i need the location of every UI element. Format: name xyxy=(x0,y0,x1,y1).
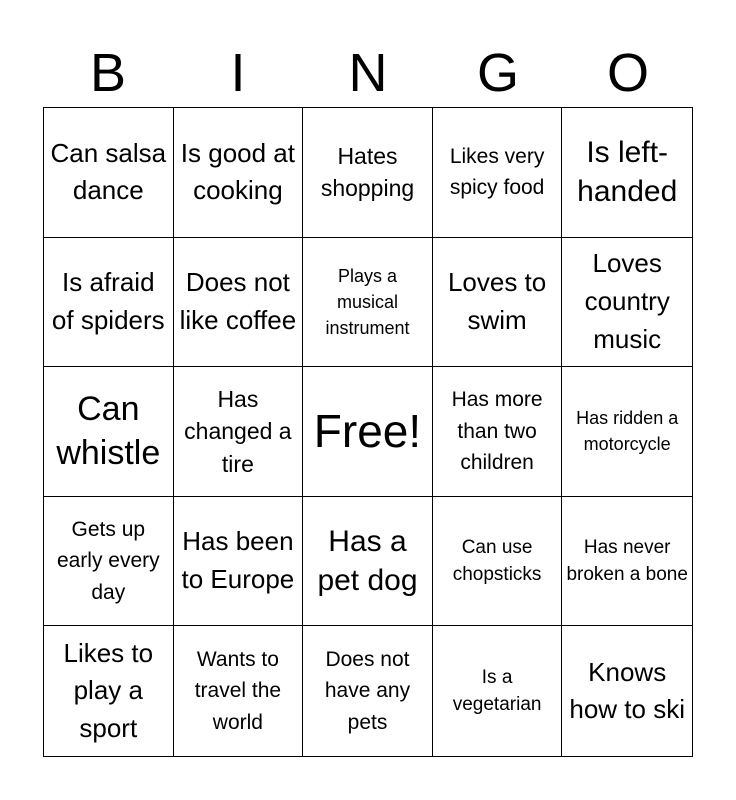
bingo-cell-r3c2[interactable] xyxy=(174,367,304,497)
header-letter-o: O xyxy=(606,43,649,103)
cell-text: Loves country music xyxy=(584,248,670,354)
cell-text: Plays a musical instrument xyxy=(325,265,410,338)
bingo-cell-r5c5[interactable] xyxy=(562,626,692,756)
bingo-cell-r1c4[interactable] xyxy=(433,108,563,238)
header-letter-b: B xyxy=(89,43,127,103)
bingo-cell-r5c1[interactable] xyxy=(44,626,174,756)
bingo-cell-r2c1[interactable] xyxy=(44,238,174,368)
cell-text: Hates shopping xyxy=(320,142,415,202)
cell-text: Has ridden a motorcycle xyxy=(576,408,679,455)
bingo-cell-r4c5[interactable] xyxy=(562,497,692,627)
cell-text: Is good at cooking xyxy=(180,137,295,206)
bingo-cell-r5c2[interactable] xyxy=(174,626,304,756)
cell-text: Gets up early every day xyxy=(56,517,160,604)
bingo-cell-r5c4[interactable] xyxy=(433,626,563,756)
bingo-cell-r3c5[interactable] xyxy=(562,367,692,497)
bingo-board xyxy=(43,107,693,757)
cell-text: Knows how to ski xyxy=(569,656,685,725)
bingo-cell-r5c3[interactable] xyxy=(303,626,433,756)
bingo-cell-r2c5[interactable] xyxy=(562,238,692,368)
bingo-cell-r1c1[interactable] xyxy=(44,108,174,238)
cell-text: Has changed a tire xyxy=(184,385,292,477)
bingo-cell-r4c3[interactable] xyxy=(303,497,433,627)
bingo-cell-r3c4[interactable] xyxy=(433,367,563,497)
bingo-cell-r1c2[interactable] xyxy=(174,108,304,238)
bingo-cell-r4c4[interactable] xyxy=(433,497,563,627)
cell-text: Is afraid of spiders xyxy=(51,267,165,335)
cell-text: Can use chopsticks xyxy=(452,536,542,586)
cell-text: Is a vegetarian xyxy=(452,666,542,716)
header-letter-g: G xyxy=(476,43,519,103)
bingo-cell-r1c5[interactable] xyxy=(562,108,692,238)
cell-text: Loves to swim xyxy=(447,267,547,335)
bingo-cell-r4c2[interactable] xyxy=(174,497,304,627)
bingo-cell-free[interactable] xyxy=(303,367,433,497)
bingo-cell-r4c1[interactable] xyxy=(44,497,174,627)
bingo-cell-r3c1[interactable] xyxy=(44,367,174,497)
cell-text: Likes very spicy food xyxy=(449,144,545,200)
bingo-cell-r2c4[interactable] xyxy=(433,238,563,368)
bingo-header xyxy=(43,40,693,106)
cell-text: Can salsa dance xyxy=(50,137,167,206)
header-letter-i: I xyxy=(230,43,246,103)
cell-text: Has a pet dog xyxy=(317,525,418,598)
cell-text: Has never broken a bone xyxy=(566,536,688,586)
cell-text: Has more than two children xyxy=(451,388,543,475)
cell-text: Wants to travel the world xyxy=(194,647,282,734)
header-letter-n: N xyxy=(348,43,388,103)
cell-text: Can whistle xyxy=(56,390,161,473)
bingo-cell-r1c3[interactable] xyxy=(303,108,433,238)
bingo-cell-r2c3[interactable] xyxy=(303,238,433,368)
cell-text: Is left-handed xyxy=(577,136,678,209)
free-space-text: Free! xyxy=(313,405,422,458)
cell-text: Likes to play a sport xyxy=(63,637,154,744)
bingo-cell-r2c2[interactable] xyxy=(174,238,304,368)
cell-text: Has been to Europe xyxy=(181,526,295,595)
cell-text: Does not have any pets xyxy=(324,647,411,734)
cell-text: Does not like coffee xyxy=(179,267,297,335)
